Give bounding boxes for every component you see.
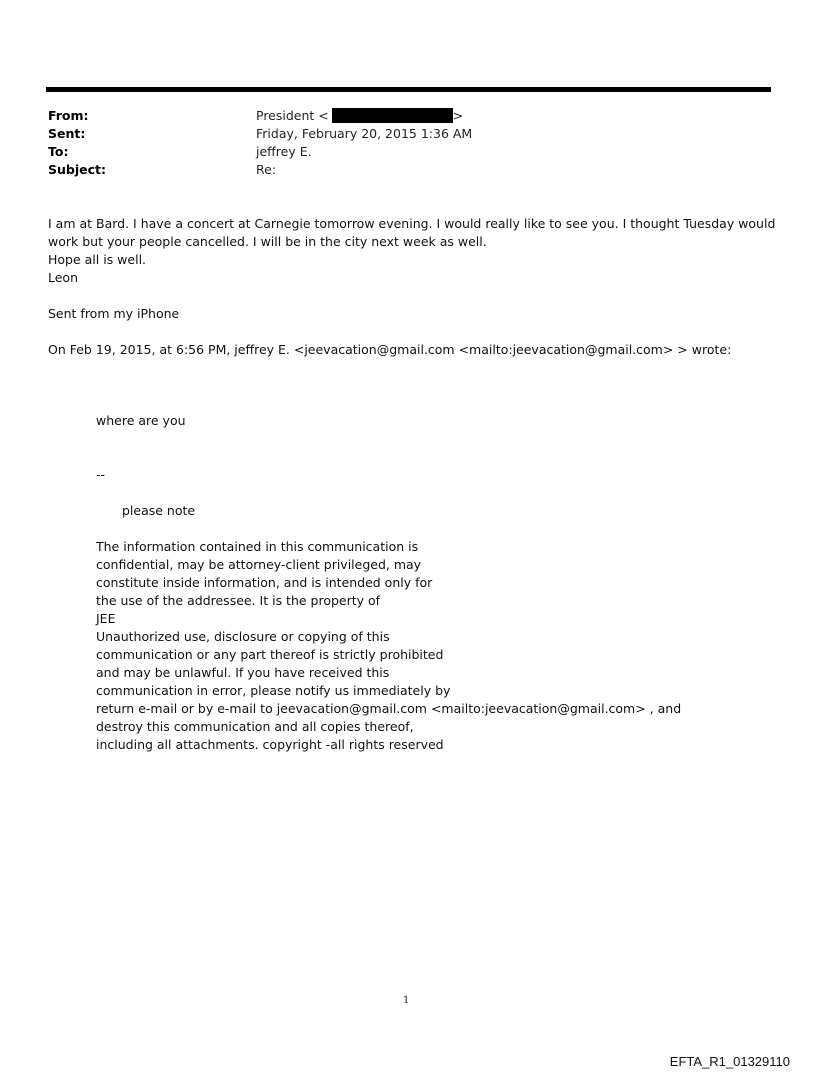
disclaimer-line: confidential, may be attorney-client privileged, may	[96, 557, 422, 572]
quoted-question: where are you	[96, 413, 186, 428]
from-close-bracket: >	[452, 108, 464, 123]
disclaimer-line: and may be unlawful. If you have received this	[96, 665, 390, 680]
disclaimer-line: including all attachments. copyright -all rights reserved	[96, 737, 444, 752]
message-line-1: I am at Bard. I have a concert at Carnegie tomorrow evening. I would really like to see you. I thought Tuesday would	[48, 216, 776, 231]
to-label: To:	[48, 144, 69, 159]
disclaimer-line: return e-mail or by e-mail to jeevacation@gmail.com <mailto:jeevacation@gmail.com> , and	[96, 701, 682, 716]
page-number: 1	[403, 995, 410, 1006]
quoted-note-heading: please note	[122, 503, 196, 518]
disclaimer-line: communication in error, please notify us immediately by	[96, 683, 451, 698]
sent-label: Sent:	[48, 126, 86, 141]
message-line-2: work but your people cancelled. I will be in the city next week as well.	[48, 234, 487, 249]
sent-row	[48, 125, 748, 143]
subject-label: Subject:	[48, 162, 106, 177]
subject-row	[48, 161, 748, 179]
sent-from-device: Sent from my iPhone	[48, 306, 180, 321]
disclaimer-line: destroy this communication and all copies thereof,	[96, 719, 414, 734]
redacted-email-block	[332, 108, 453, 123]
from-value	[256, 107, 463, 125]
reply-attribution: On Feb 19, 2015, at 6:56 PM, jeffrey E. <jeevacation@gmail.com <mailto:jeevacation@gmail.com> > wrote:	[48, 342, 732, 357]
from-row	[48, 107, 748, 125]
message-line-3: Hope all is well.	[48, 252, 147, 267]
header-divider-rule	[46, 87, 771, 92]
disclaimer-line: Unauthorized use, disclosure or copying of this	[96, 629, 390, 644]
from-label: From:	[48, 108, 89, 123]
sent-value: Friday, February 20, 2015 1:36 AM	[256, 126, 473, 141]
subject-value: Re:	[256, 162, 277, 177]
disclaimer-line: the use of the addressee. It is the property of	[96, 593, 381, 608]
message-signature: Leon	[48, 270, 79, 285]
email-header	[48, 107, 748, 179]
disclaimer-line: communication or any part thereof is strictly prohibited	[96, 647, 444, 662]
from-name: President <	[256, 108, 329, 123]
disclaimer-line: JEE	[96, 611, 116, 626]
document-id: EFTA_R1_01329110	[669, 1054, 790, 1069]
disclaimer-line: constitute inside information, and is intended only for	[96, 575, 433, 590]
to-value: jeffrey E.	[256, 144, 312, 159]
to-row	[48, 143, 748, 161]
disclaimer-line: The information contained in this communication is	[96, 539, 419, 554]
quoted-separator: --	[96, 467, 106, 482]
